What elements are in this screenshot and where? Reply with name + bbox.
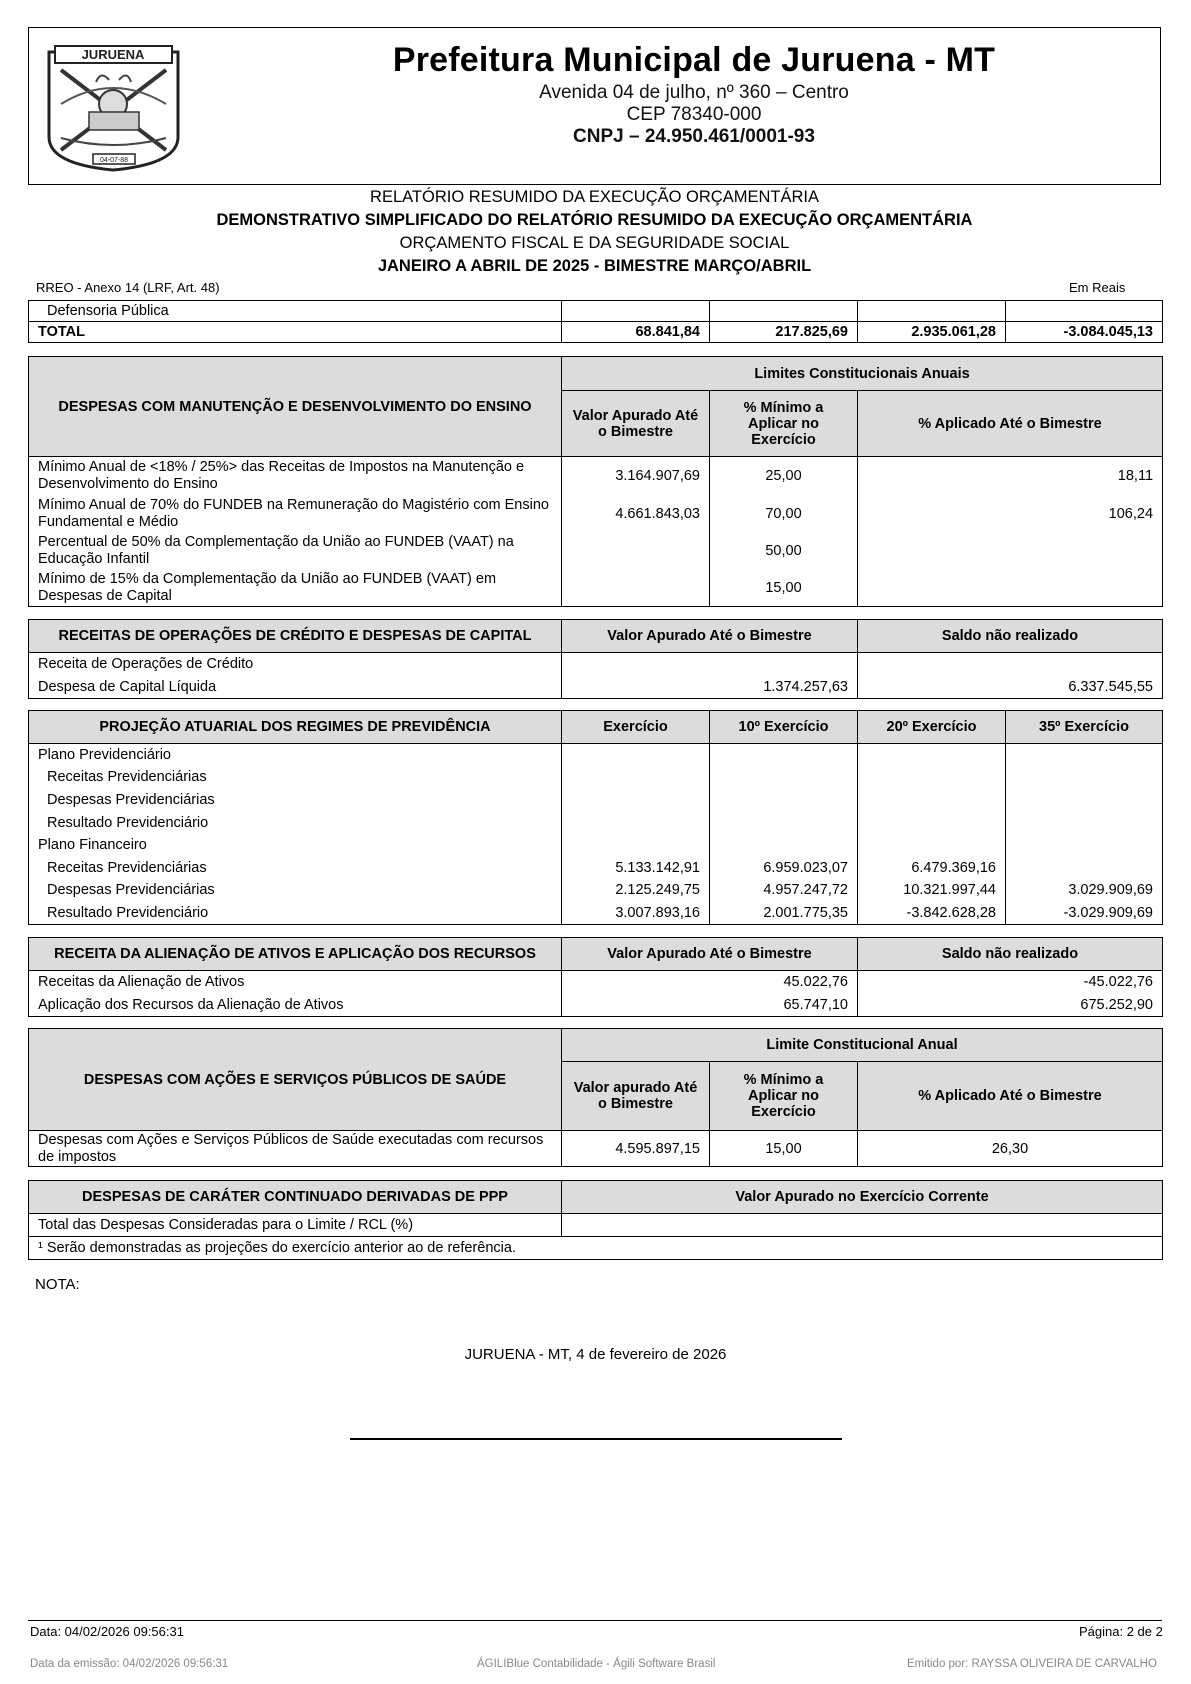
report-title-1: RELATÓRIO RESUMIDO DA EXECUÇÃO ORÇAMENTÁRIA xyxy=(370,188,819,206)
row-label: Despesas Previdenciárias xyxy=(29,879,562,902)
saude-table xyxy=(28,1028,1163,1167)
row-value xyxy=(710,744,858,767)
col-saldo: Saldo não realizado xyxy=(858,938,1163,971)
address-number: nº 360 – Centro xyxy=(716,82,849,103)
row-valor: 3.164.907,69 xyxy=(562,457,710,495)
footnote-text: ¹ Serão demonstradas as projeções do exercício anterior ao de referência. xyxy=(29,1237,1163,1260)
row-value: 4.957.247,72 xyxy=(710,879,858,902)
row-value xyxy=(562,789,710,812)
municipal-coat-of-arms-logo xyxy=(41,42,186,174)
row-valor xyxy=(562,533,710,570)
row-label: Plano Previdenciário xyxy=(29,744,562,767)
cep-line: CEP 78340-000 xyxy=(626,104,762,125)
row-valor: 45.022,76 xyxy=(562,971,858,994)
table-row xyxy=(29,879,1163,902)
currency-label: Em Reais xyxy=(1069,280,1126,295)
row-label: Resultado Previdenciário xyxy=(29,811,562,834)
total-label: TOTAL xyxy=(29,322,562,343)
report-title-3: ORÇAMENTO FISCAL E DA SEGURIDADE SOCIAL xyxy=(399,234,790,252)
saude-group-header: Limite Constitucional Anual xyxy=(562,1029,1163,1062)
footer-software: ÁGILIBlue Contabilidade - Ágili Software Brasil xyxy=(477,1658,716,1670)
row-value xyxy=(858,834,1006,857)
row-value: -3.029.909,69 xyxy=(1006,902,1163,925)
table-row xyxy=(29,495,1163,533)
row-minimo: 50,00 xyxy=(710,533,858,570)
row-value: 10.321.997,44 xyxy=(858,879,1006,902)
signature-line xyxy=(350,1438,842,1440)
table-row xyxy=(29,457,1163,495)
row-value: 3.029.909,69 xyxy=(1006,879,1163,902)
row-label: Aplicação dos Recursos da Alienação de Ativos xyxy=(29,994,562,1017)
report-titles xyxy=(28,186,1161,278)
total-value: -3.084.045,13 xyxy=(1006,322,1163,343)
col-minimo-aplicar: % Mínimo a Aplicar no Exercício xyxy=(710,1062,858,1131)
total-value: 2.935.061,28 xyxy=(858,322,1006,343)
footnote-row xyxy=(29,1237,1163,1260)
row-label: Percentual de 50% da Complementação da União ao FUNDEB (VAAT) na Educação Infantil xyxy=(29,533,562,570)
credito-title: RECEITAS DE OPERAÇÕES DE CRÉDITO E DESPESAS DE CAPITAL xyxy=(29,620,562,653)
row-value xyxy=(562,766,710,789)
row-value: 3.007.893,16 xyxy=(562,902,710,925)
row-aplicado xyxy=(858,533,1163,570)
row-valor: 65.747,10 xyxy=(562,994,858,1017)
row-value xyxy=(710,834,858,857)
col-exercicio: Exercício xyxy=(562,711,710,744)
address-line xyxy=(269,82,1119,104)
previdencia-title: PROJEÇÃO ATUARIAL DOS REGIMES DE PREVIDÊNCIA xyxy=(29,711,562,744)
row-value xyxy=(858,744,1006,767)
col-10-exercicio: 10º Exercício xyxy=(710,711,858,744)
row-label: Receitas da Alienação de Ativos xyxy=(29,971,562,994)
table-row xyxy=(29,301,1163,322)
footer-emission-date: Data da emissão: 04/02/2026 09:56:31 xyxy=(30,1658,229,1670)
total-value: 68.841,84 xyxy=(562,322,710,343)
table-row xyxy=(29,789,1163,812)
row-minimo: 70,00 xyxy=(710,495,858,533)
row-label: Plano Financeiro xyxy=(29,834,562,857)
row-valor: 4.661.843,03 xyxy=(562,495,710,533)
credito-table xyxy=(28,619,1163,699)
row-aplicado xyxy=(858,570,1163,607)
total-row xyxy=(29,322,1163,343)
row-value: -3.842.628,28 xyxy=(858,902,1006,925)
row-value: 6.959.023,07 xyxy=(710,856,858,879)
row-valor: 1.374.257,63 xyxy=(562,676,858,699)
table-row xyxy=(29,994,1163,1017)
ppp-table xyxy=(28,1180,1163,1260)
row-valor xyxy=(562,570,710,607)
col-aplicado: % Aplicado Até o Bimestre xyxy=(858,391,1163,457)
saude-title: DESPESAS COM AÇÕES E SERVIÇOS PÚBLICOS DE SAÚDE xyxy=(29,1029,562,1131)
row-saldo: 6.337.545,55 xyxy=(858,676,1163,699)
place-date: JURUENA - MT, 4 de fevereiro de 2026 xyxy=(464,1346,727,1363)
alienacao-title: RECEITA DA ALIENAÇÃO DE ATIVOS E APLICAÇÃO DOS RECURSOS xyxy=(29,938,562,971)
row-label: Despesa de Capital Líquida xyxy=(29,676,562,699)
row-label: Receitas Previdenciárias xyxy=(29,766,562,789)
row-value xyxy=(1006,834,1163,857)
row-value xyxy=(1006,856,1163,879)
row-value: 6.479.369,16 xyxy=(858,856,1006,879)
header-text xyxy=(269,38,1119,148)
ensino-group-header: Limites Constitucionais Anuais xyxy=(562,357,1163,391)
table-row xyxy=(29,971,1163,994)
col-minimo-aplicar: % Mínimo a Aplicar no Exercício xyxy=(710,391,858,457)
total-value: 217.825,69 xyxy=(710,322,858,343)
table-row xyxy=(29,1131,1163,1167)
row-valor: 4.595.897,15 xyxy=(562,1131,710,1167)
row-saldo: -45.022,76 xyxy=(858,971,1163,994)
row-value xyxy=(710,789,858,812)
table-row xyxy=(29,766,1163,789)
footer-rule xyxy=(28,1620,1162,1621)
row-valor xyxy=(562,653,858,676)
footer-issued-by: Emitido por: RAYSSA OLIVEIRA DE CARVALHO xyxy=(907,1658,1157,1670)
row-label: Receitas Previdenciárias xyxy=(29,856,562,879)
row-saldo: 675.252,90 xyxy=(858,994,1163,1017)
col-valor-apurado: Valor apurado Até o Bimestre xyxy=(562,1062,710,1131)
col-aplicado: % Aplicado Até o Bimestre xyxy=(858,1062,1163,1131)
row-valor xyxy=(562,1214,1163,1237)
table-row xyxy=(29,676,1163,699)
row-value xyxy=(1006,811,1163,834)
row-value xyxy=(1006,789,1163,812)
row-value xyxy=(858,811,1006,834)
col-valor-apurado: Valor Apurado Até o Bimestre xyxy=(562,620,858,653)
row-value xyxy=(710,766,858,789)
summary-total-table xyxy=(28,300,1163,343)
svg-text:JURUENA: JURUENA xyxy=(81,47,145,62)
row-aplicado: 18,11 xyxy=(858,457,1163,495)
table-row xyxy=(29,570,1163,607)
footer-page: Página: 2 de 2 xyxy=(1079,1624,1163,1639)
row-value xyxy=(1006,766,1163,789)
prefeitura-title: Prefeitura Municipal de Juruena - MT xyxy=(392,41,996,79)
svg-text:04-07-88: 04-07-88 xyxy=(99,157,129,164)
col-valor-apurado: Valor Apurado Até o Bimestre xyxy=(562,391,710,457)
col-35-exercicio: 35º Exercício xyxy=(1006,711,1163,744)
alienacao-table xyxy=(28,937,1163,1017)
cnpj-line: CNPJ – 24.950.461/0001-93 xyxy=(573,126,815,147)
row-value xyxy=(858,789,1006,812)
row-value: 2.001.775,35 xyxy=(710,902,858,925)
table-row xyxy=(29,811,1163,834)
col-saldo: Saldo não realizado xyxy=(858,620,1163,653)
table-row xyxy=(29,744,1163,767)
address-prefix: Avenida 04 de julho, xyxy=(539,82,717,103)
report-title-2: DEMONSTRATIVO SIMPLIFICADO DO RELATÓRIO RESUMIDO DA EXECUÇÃO ORÇAMENTÁRIA xyxy=(216,211,973,229)
row-label: Despesas com Ações e Serviços Públicos de Saúde executadas com recursos de impostos xyxy=(29,1131,562,1167)
report-title-4: JANEIRO A ABRIL DE 2025 - BIMESTRE MARÇO/ABRIL xyxy=(377,257,812,275)
row-saldo xyxy=(858,653,1163,676)
row-label: Total das Despesas Consideradas para o Limite / RCL (%) xyxy=(29,1214,562,1237)
row-aplicado: 106,24 xyxy=(858,495,1163,533)
table-row xyxy=(29,834,1163,857)
row-minimo: 15,00 xyxy=(710,570,858,607)
header-box xyxy=(28,27,1161,185)
row-value xyxy=(710,811,858,834)
ensino-title: DESPESAS COM MANUTENÇÃO E DESENVOLVIMENTO DO ENSINO xyxy=(29,357,562,457)
ensino-table xyxy=(28,356,1163,607)
row-value: 2.125.249,75 xyxy=(562,879,710,902)
previdencia-table xyxy=(28,710,1163,925)
row-aplicado: 26,30 xyxy=(858,1131,1163,1167)
row-label: Mínimo de 15% da Complementação da União ao FUNDEB (VAAT) em Despesas de Capital xyxy=(29,570,562,607)
row-label: Receita de Operações de Crédito xyxy=(29,653,562,676)
table-row xyxy=(29,533,1163,570)
row-minimo: 15,00 xyxy=(710,1131,858,1167)
table-row xyxy=(29,1214,1163,1237)
row-minimo: 25,00 xyxy=(710,457,858,495)
row-value xyxy=(562,744,710,767)
row-value xyxy=(1006,744,1163,767)
footer-date: Data: 04/02/2026 09:56:31 xyxy=(30,1624,184,1639)
row-value: 5.133.142,91 xyxy=(562,856,710,879)
table-row xyxy=(29,653,1163,676)
table-row xyxy=(29,856,1163,879)
table-row xyxy=(29,902,1163,925)
col-valor-apurado: Valor Apurado Até o Bimestre xyxy=(562,938,858,971)
col-20-exercicio: 20º Exercício xyxy=(858,711,1006,744)
col-valor-exercicio: Valor Apurado no Exercício Corrente xyxy=(562,1181,1163,1214)
row-label: Mínimo Anual de <18% / 25%> das Receitas de Impostos na Manutenção e Desenvolvimento do Ensino xyxy=(29,457,562,495)
row-label: Defensoria Pública xyxy=(29,301,562,322)
annex-label: RREO - Anexo 14 (LRF, Art. 48) xyxy=(36,280,220,295)
row-value xyxy=(562,834,710,857)
row-label: Despesas Previdenciárias xyxy=(29,789,562,812)
row-value xyxy=(562,811,710,834)
row-label: Mínimo Anual de 70% do FUNDEB na Remuneração do Magistério com Ensino Fundamental e Médio xyxy=(29,495,562,533)
nota-label: NOTA: xyxy=(35,1276,80,1293)
ppp-title: DESPESAS DE CARÁTER CONTINUADO DERIVADAS DE PPP xyxy=(29,1181,562,1214)
row-value xyxy=(858,766,1006,789)
row-label: Resultado Previdenciário xyxy=(29,902,562,925)
